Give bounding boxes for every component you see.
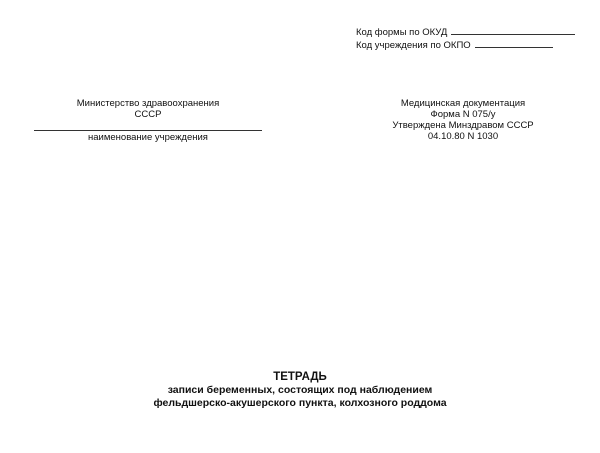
ministry-line-1: Министерство здравоохранения [76, 98, 220, 109]
ministry-line-2: СССР [134, 109, 162, 120]
document-title: ТЕТРАДЬ [273, 371, 327, 383]
okud-label: Код формы по ОКУД [356, 27, 448, 38]
okud-code-field[interactable] [451, 26, 575, 35]
document-subtitle-line-2: фельдшерско-акушерского пункта, колхозного роддома [153, 397, 447, 409]
institution-name-field[interactable] [34, 130, 262, 131]
medical-documentation-block [372, 98, 554, 142]
ministry-block [34, 98, 262, 143]
meddoc-approval: Утверждена Минздравом СССР [392, 120, 534, 131]
okud-code-row [356, 26, 575, 39]
okpo-code-row [356, 39, 575, 52]
document-subtitle-line-1: записи беременных, состоящих под наблюдением [167, 384, 433, 396]
document-title-block [0, 370, 600, 410]
okpo-label: Код учреждения по ОКПО [356, 40, 471, 51]
okpo-code-field[interactable] [475, 39, 553, 48]
meddoc-line-1: Медицинская документация [400, 98, 526, 109]
meddoc-order-date: 04.10.80 N 1030 [427, 131, 499, 142]
meddoc-form-number: Форма N 075/у [430, 109, 496, 120]
form-codes-block [356, 26, 575, 52]
institution-name-caption: наименование учреждения [88, 132, 208, 143]
